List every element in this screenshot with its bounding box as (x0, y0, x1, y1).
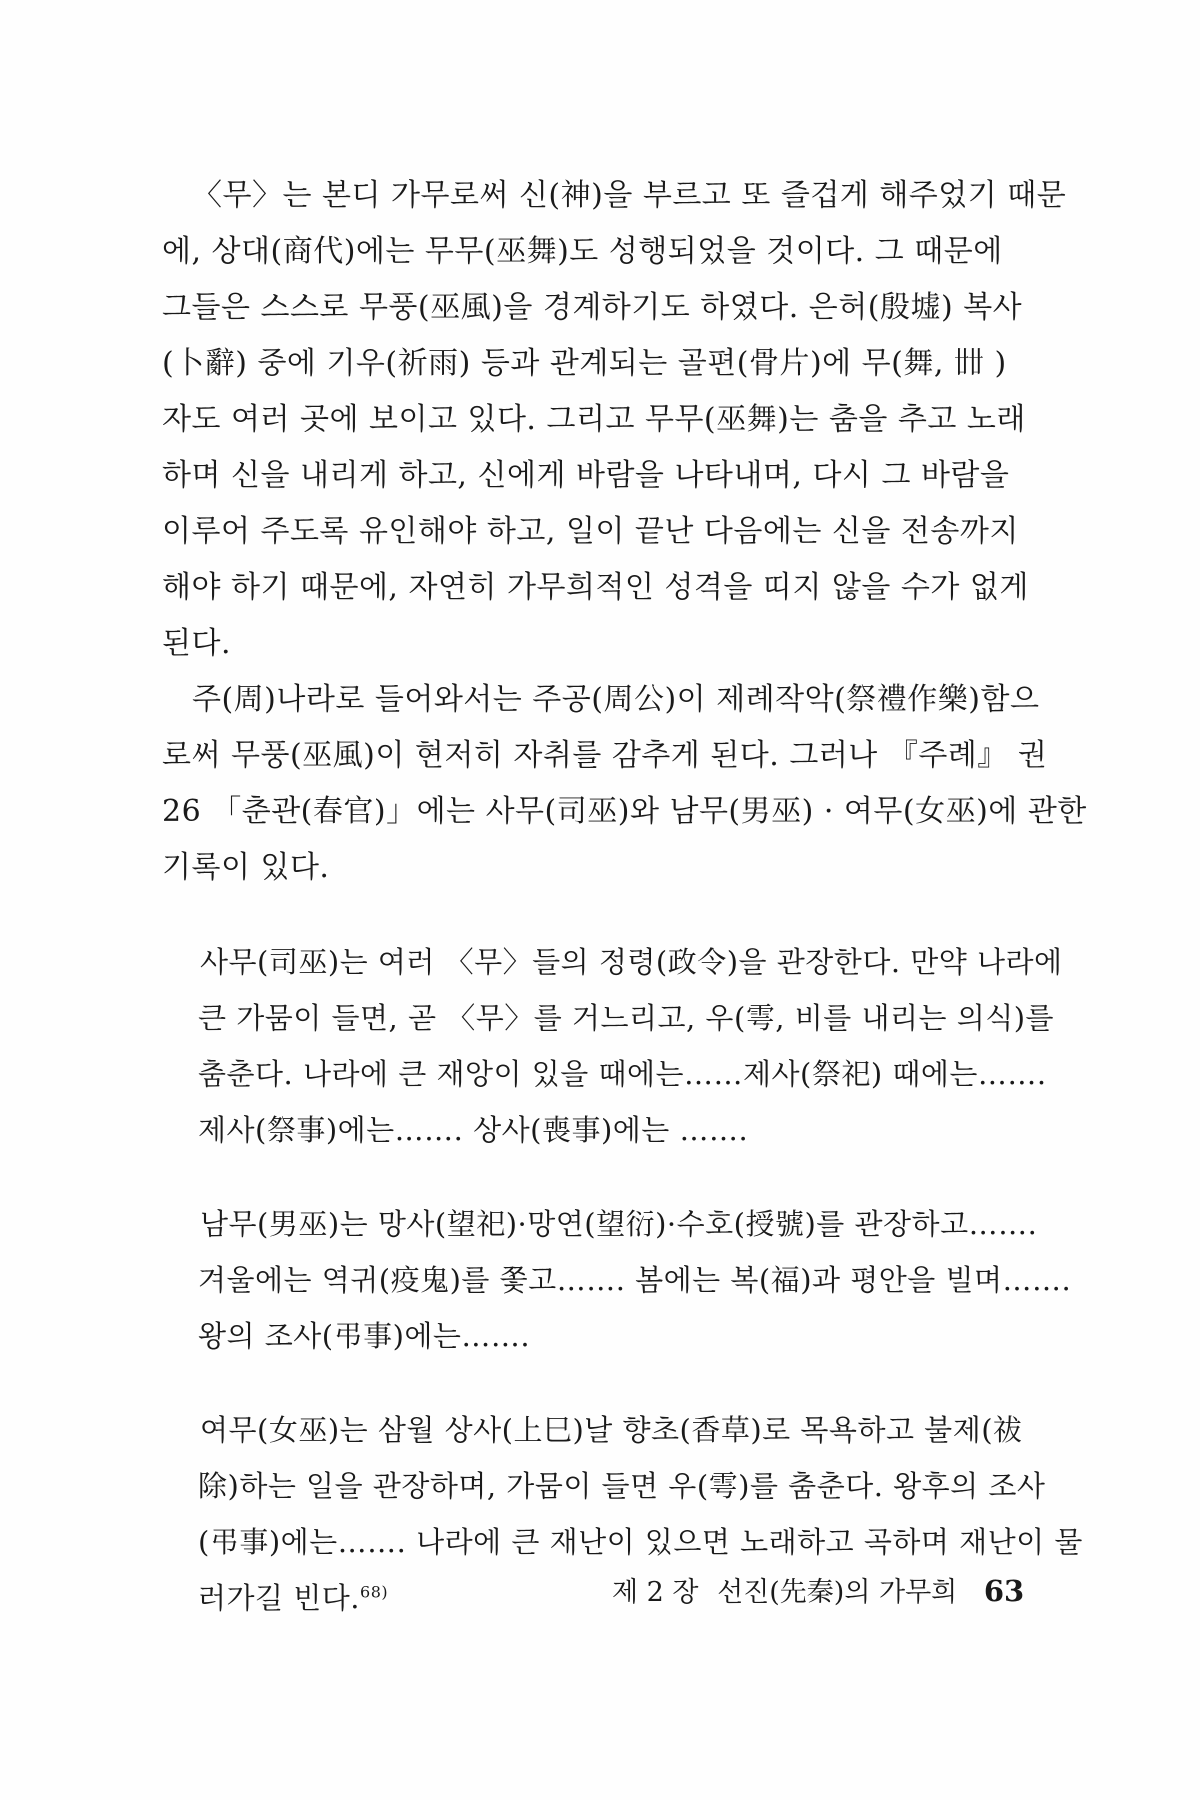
quote-line: 춤춘다. 나라에 큰 재앙이 있을 때에는……제사(祭祀) 때에는……. (198, 1057, 1047, 1091)
text-line: 해야 하기 때문에, 자연히 가무희적인 성격을 띠지 않을 수가 없게 (162, 570, 1029, 605)
paragraph-2 (162, 672, 1087, 896)
quote-line: 除)하는 일을 관장하며, 가뭄이 들면 우(雩)를 춤춘다. 왕후의 조사 (198, 1469, 1046, 1503)
text-line: 자도 여러 곳에 보이고 있다. 그리고 무무(巫舞)는 춤을 추고 노래 (162, 402, 1026, 437)
text-line: 그들은 스스로 무풍(巫風)을 경계하기도 하였다. 은허(殷墟) 복사 (162, 290, 1023, 325)
page-number: 63 (983, 1574, 1025, 1608)
text-line: (卜辭) 중에 기우(祈雨) 등과 관계되는 골편(骨片)에 무(舞, 𠦜 ) (162, 346, 1007, 381)
quote-line: 겨울에는 역귀(疫鬼)를 쫓고……. 봄에는 복(福)과 평안을 빌며……. (198, 1263, 1072, 1297)
footnote-reference: 68) (360, 1582, 389, 1602)
quote-line: 여무(女巫)는 삼월 상사(上巳)날 향초(香草)로 목욕하고 불제(祓 (200, 1413, 1023, 1447)
text-line: 로써 무풍(巫風)이 현저히 자취를 감추게 된다. 그러나 『주례』 권 (162, 738, 1048, 773)
block-quote-2 (198, 1196, 1072, 1364)
quote-line: 왕의 조사(弔事)에는……. (198, 1319, 531, 1353)
text-line: 하며 신을 내리게 하고, 신에게 바람을 나타내며, 다시 그 바람을 (162, 458, 1010, 493)
text-line: 에, 상대(商代)에는 무무(巫舞)도 성행되었을 것이다. 그 때문에 (162, 234, 1003, 269)
running-footer (612, 1570, 1024, 1609)
quote-line: 남무(男巫)는 망사(望祀)·망연(望衍)·수호(授號)를 관장하고……. (200, 1207, 1038, 1241)
text-line: 된다. (162, 626, 231, 661)
quote-line: (弔事)에는……. 나라에 큰 재난이 있으면 노래하고 곡하며 재난이 물 (198, 1525, 1083, 1559)
quote-line: 제사(祭事)에는……. 상사(喪事)에는 ……. (198, 1113, 749, 1147)
quote-text: 러가길 빈다. (198, 1581, 361, 1615)
text-line: 이루어 주도록 유인해야 하고, 일이 끝난 다음에는 신을 전송까지 (162, 514, 1019, 549)
chapter-label: 제 2 장 (612, 1577, 699, 1608)
quote-line: 큰 가뭄이 들면, 곧 〈무〉를 거느리고, 우(雩, 비를 내리는 의식)를 (198, 1001, 1055, 1035)
quote-line: 사무(司巫)는 여러 〈무〉들의 정령(政令)을 관장한다. 만약 나라에 (200, 945, 1063, 979)
body-text (162, 168, 1087, 1626)
paragraph-1 (162, 168, 1067, 672)
text-line: 〈무〉는 본디 가무로써 신(神)을 부르고 또 즐겁게 해주었기 때문 (192, 178, 1067, 213)
text-line: 주(周)나라로 들어와서는 주공(周公)이 제례작악(祭禮作樂)함으 (192, 682, 1040, 717)
text-line: 26 「춘관(春官)」에는 사무(司巫)와 남무(男巫) · 여무(女巫)에 관한 (162, 794, 1087, 829)
chapter-title: 선진(先秦)의 가무희 (717, 1577, 958, 1608)
block-quote-1 (198, 934, 1063, 1158)
text-line: 기록이 있다. (162, 850, 330, 885)
